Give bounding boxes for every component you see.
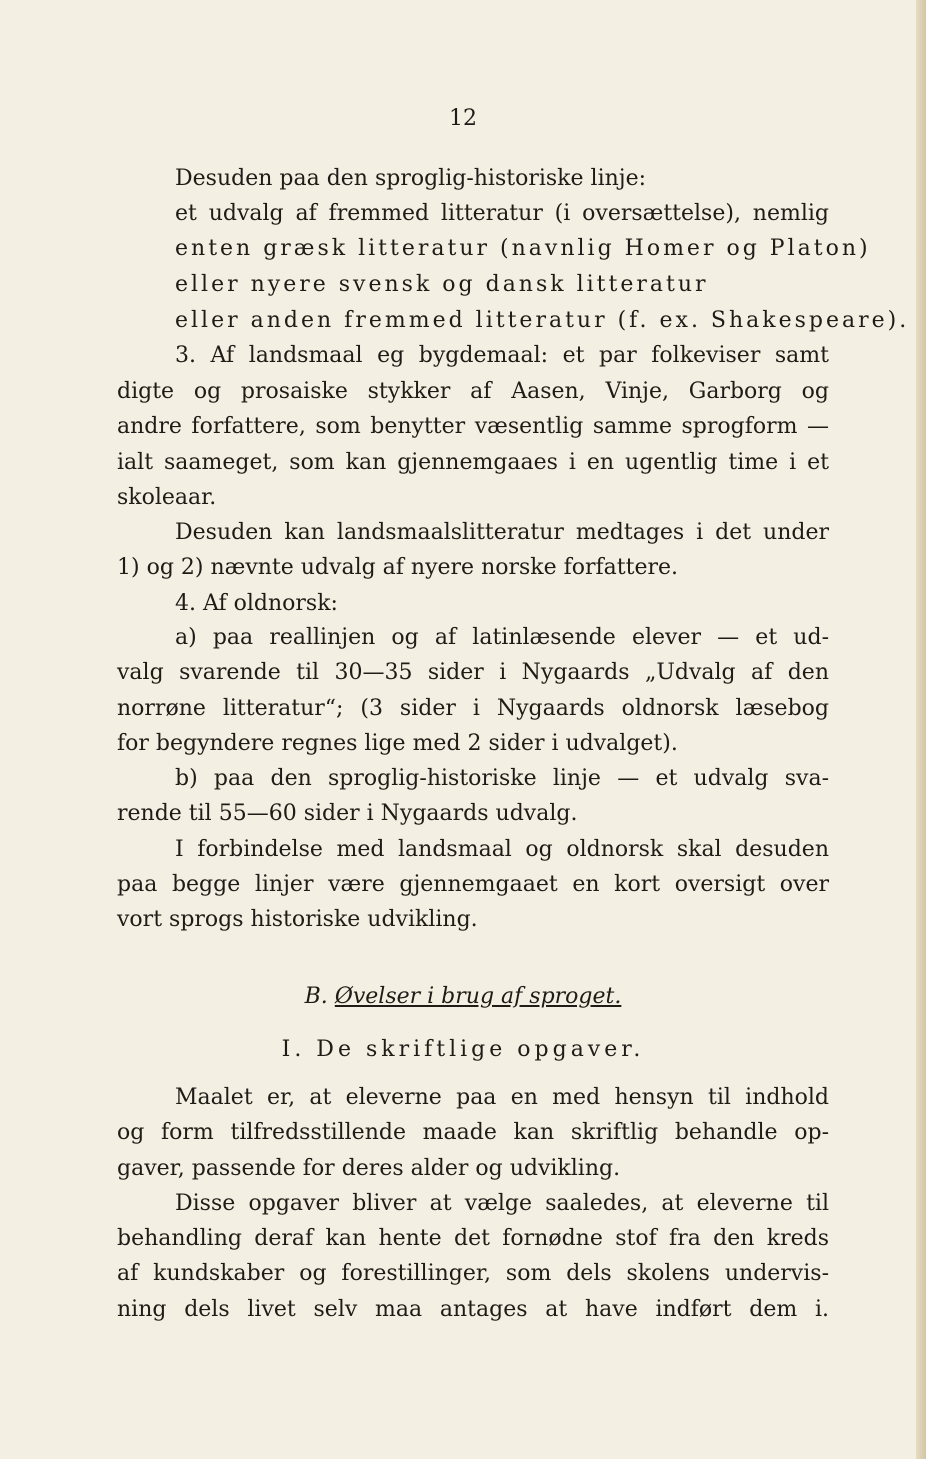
text-line: og form tilfredsstillende maade kan skriftlig behandle op- [117,1120,829,1145]
text-line: for begyndere regnes lige med 2 sider i udvalget). [117,731,678,756]
text-line: andre forfattere, som benytter væsentlig samme sprogform — [117,414,829,439]
text-line: 4. Af oldnorsk: [175,591,338,616]
text-line: ialt saameget, som kan gjennemgaaes i en ugentlig time i et [117,450,829,475]
page-edge [916,0,926,1459]
text-line: digte og prosaiske stykker af Aasen, Vinje, Garborg og [117,379,829,404]
subsection-heading: I. De skriftlige opgaver. [281,1037,645,1062]
text-line: valg svarende til 30—35 sider i Nygaards „Udvalg af den [117,660,829,685]
page-number: 12 [449,106,477,131]
text-line: eller nyere svensk og dansk litteratur [175,272,709,297]
text-line: eller anden fremmed litteratur (f. ex. Shakespeare). [175,308,910,333]
text-line: Disse opgaver bliver at vælge saaledes, at eleverne til [175,1191,829,1216]
text-line: rende til 55—60 sider i Nygaards udvalg. [117,801,578,826]
text-line: gaver, passende for deres alder og udvikling. [117,1156,621,1181]
section-heading-b [0,984,926,1009]
text-line: enten græsk litteratur (navnlig Homer og Platon) [175,236,871,261]
text-line: et udvalg af fremmed litteratur (i oversættelse), nemlig [175,201,829,226]
text-line: Desuden kan landsmaalslitteratur medtages i det under [175,520,829,545]
section-title: Øvelser i brug af sproget. [334,984,622,1009]
text-line: Desuden paa den sproglig-historiske linje: [175,166,647,191]
text-line: paa begge linjer være gjennemgaaet en kort oversigt over [117,872,829,897]
text-line: I forbindelse med landsmaal og oldnorsk skal desuden [175,837,829,862]
text-line: af kundskaber og forestillinger, som dels skolens undervis- [117,1261,829,1286]
section-letter: B. [304,984,328,1009]
text-line: a) paa reallinjen og af latinlæsende elever — et ud- [175,625,829,650]
text-line: skoleaar. [117,485,217,510]
text-line: Maalet er, at eleverne paa en med hensyn til indhold [175,1085,829,1110]
text-line: 3. Af landsmaal eg bygdemaal: et par folkeviser samt [175,343,829,368]
text-line: vort sprogs historiske udvikling. [117,907,478,932]
text-line: b) paa den sproglig-historiske linje — et udvalg sva- [175,766,829,791]
text-line: norrøne litteratur“; (3 sider i Nygaards oldnorsk læsebog [117,696,829,721]
text-line: 1) og 2) nævnte udvalg af nyere norske forfattere. [117,555,679,580]
text-line: ning dels livet selv maa antages at have indført dem i. [117,1297,829,1322]
text-line: behandling deraf kan hente det fornødne stof fra den kreds [117,1226,829,1251]
